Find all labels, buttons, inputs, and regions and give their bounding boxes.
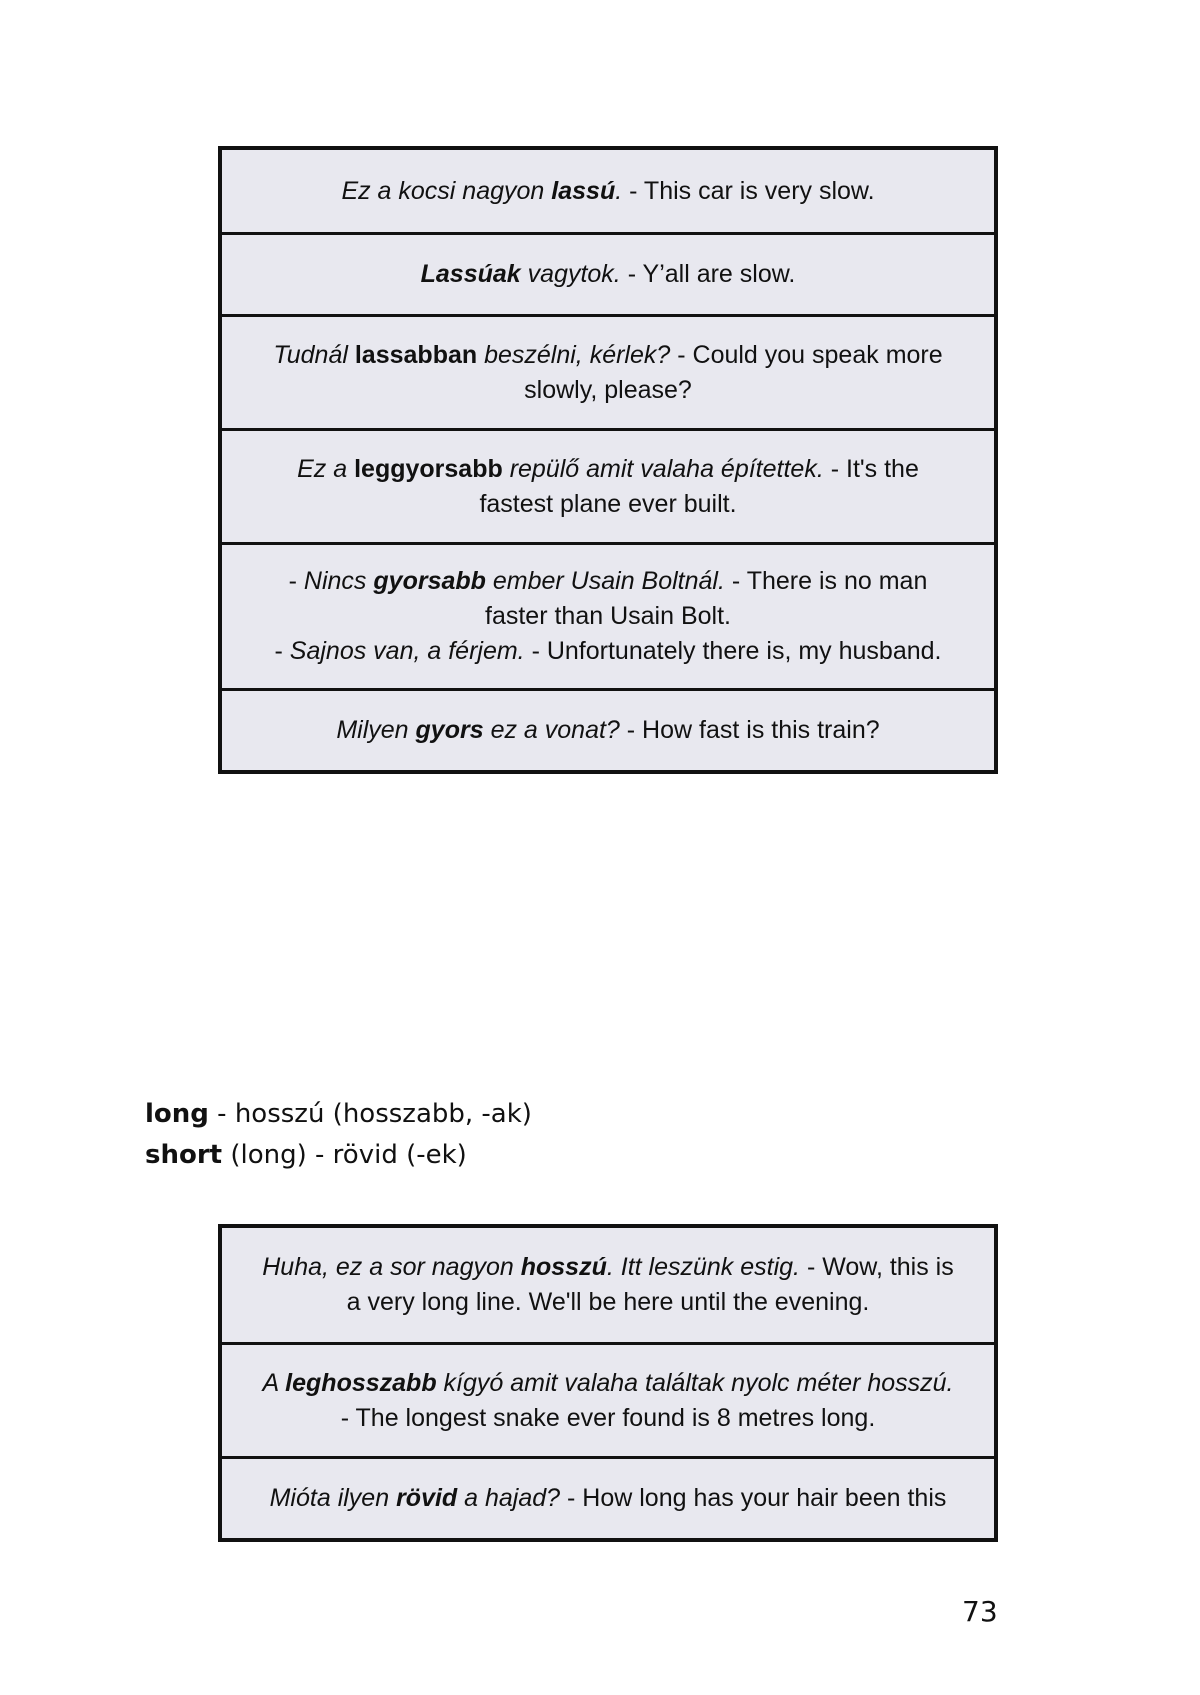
hungarian-text: kígyó amit valaha találtak nyolc méter hosszú. <box>436 1368 954 1397</box>
phrase-line <box>273 373 942 408</box>
english-text: - <box>288 567 304 595</box>
hungarian-text: repülő amit valaha építettek. <box>502 454 824 483</box>
keyword: leghosszabb <box>285 1368 437 1397</box>
phrase-text <box>341 174 874 209</box>
hungarian-text: . Itt leszünk estig. <box>606 1253 800 1281</box>
keyword: leggyorsabb <box>354 454 503 483</box>
vocab-term: long <box>145 1099 209 1129</box>
phrase-row <box>222 1228 994 1342</box>
phrase-line <box>275 564 942 599</box>
hungarian-text: Mióta ilyen <box>269 1484 397 1512</box>
phrase-table-long-short <box>218 1224 998 1542</box>
phrase-line <box>275 634 942 669</box>
phrase-text <box>262 1250 954 1320</box>
hungarian-text: . <box>615 176 623 205</box>
hungarian-text: Huha, ez a sor nagyon <box>262 1253 521 1281</box>
hungarian-text: Tudnál <box>273 340 355 369</box>
phrase-text <box>273 338 942 408</box>
phrase-text <box>336 713 879 748</box>
phrase-text <box>275 564 942 669</box>
phrase-row <box>222 150 994 232</box>
keyword: lassabban <box>354 340 478 369</box>
phrase-text <box>270 1481 947 1516</box>
phrase-row <box>222 1456 994 1538</box>
english-text: - Unfortunately there is, my husband. <box>524 637 942 665</box>
english-text: fastest plane ever built. <box>479 489 737 518</box>
vocab-entry-long <box>145 1094 532 1134</box>
phrase-text <box>297 452 919 522</box>
phrase-line <box>421 257 796 292</box>
english-text: slowly, please? <box>524 375 692 404</box>
english-text: - There is no man <box>724 567 928 595</box>
english-text: - It's the <box>823 454 919 483</box>
keyword: lassú <box>551 176 616 205</box>
phrase-line <box>262 1285 954 1320</box>
phrase-row <box>222 542 994 688</box>
phrase-line <box>275 599 942 634</box>
phrase-line <box>341 174 874 209</box>
hungarian-text: ember Usain Boltnál. <box>485 567 725 595</box>
hungarian-text: A <box>262 1368 286 1397</box>
phrase-line <box>262 1366 953 1401</box>
hungarian-text: Sajnos van, a férjem. <box>289 637 525 665</box>
hungarian-text: Ez a kocsi nagyon <box>341 176 552 205</box>
english-text: - <box>274 637 290 665</box>
phrase-line <box>270 1481 947 1516</box>
phrase-line <box>336 713 879 748</box>
keyword: rövid <box>396 1484 458 1512</box>
phrase-table-fast-slow <box>218 146 998 774</box>
vocab-definition: - hosszú (hosszabb, -ak) <box>208 1099 532 1129</box>
page-number: 73 <box>962 1595 998 1628</box>
keyword: gyorsabb <box>373 567 486 595</box>
hungarian-text: Nincs <box>303 567 374 595</box>
hungarian-text: ez a vonat? <box>483 716 620 744</box>
english-text: - The longest snake ever found is 8 metres long. <box>340 1403 876 1432</box>
phrase-line <box>297 452 919 487</box>
english-text: - How long has your hair been this <box>560 1484 947 1512</box>
english-text: - This car is very slow. <box>622 176 875 205</box>
phrase-line <box>262 1250 954 1285</box>
phrase-row <box>222 314 994 428</box>
english-text: a very long line. We'll be here until the evening. <box>346 1288 870 1316</box>
vocab-entry-short <box>145 1135 467 1175</box>
english-text: - How fast is this train? <box>619 716 880 744</box>
phrase-text <box>421 257 796 292</box>
phrase-line <box>262 1401 953 1436</box>
english-text: faster than Usain Bolt. <box>485 602 731 630</box>
vocab-definition: (long) - rövid (-ek) <box>222 1140 467 1170</box>
keyword: gyors <box>415 716 484 744</box>
hungarian-text: vagytok. <box>520 260 621 288</box>
phrase-line <box>297 487 919 522</box>
hungarian-text: a hajad? <box>457 1484 561 1512</box>
hungarian-text: beszélni, kérlek? <box>477 340 671 369</box>
keyword: hosszú <box>520 1253 607 1281</box>
phrase-text <box>262 1366 953 1436</box>
english-text: - Could you speak more <box>670 340 943 369</box>
keyword: Lassúak <box>420 260 521 288</box>
phrase-line <box>273 338 942 373</box>
phrase-row <box>222 428 994 542</box>
phrase-row <box>222 232 994 314</box>
hungarian-text: Ez a <box>297 454 355 483</box>
phrase-row <box>222 1342 994 1456</box>
hungarian-text: Milyen <box>336 716 416 744</box>
english-text: - Wow, this is <box>800 1253 954 1281</box>
english-text: - Y’all are slow. <box>620 260 796 288</box>
vocab-term: short <box>145 1140 223 1170</box>
phrase-row <box>222 688 994 770</box>
